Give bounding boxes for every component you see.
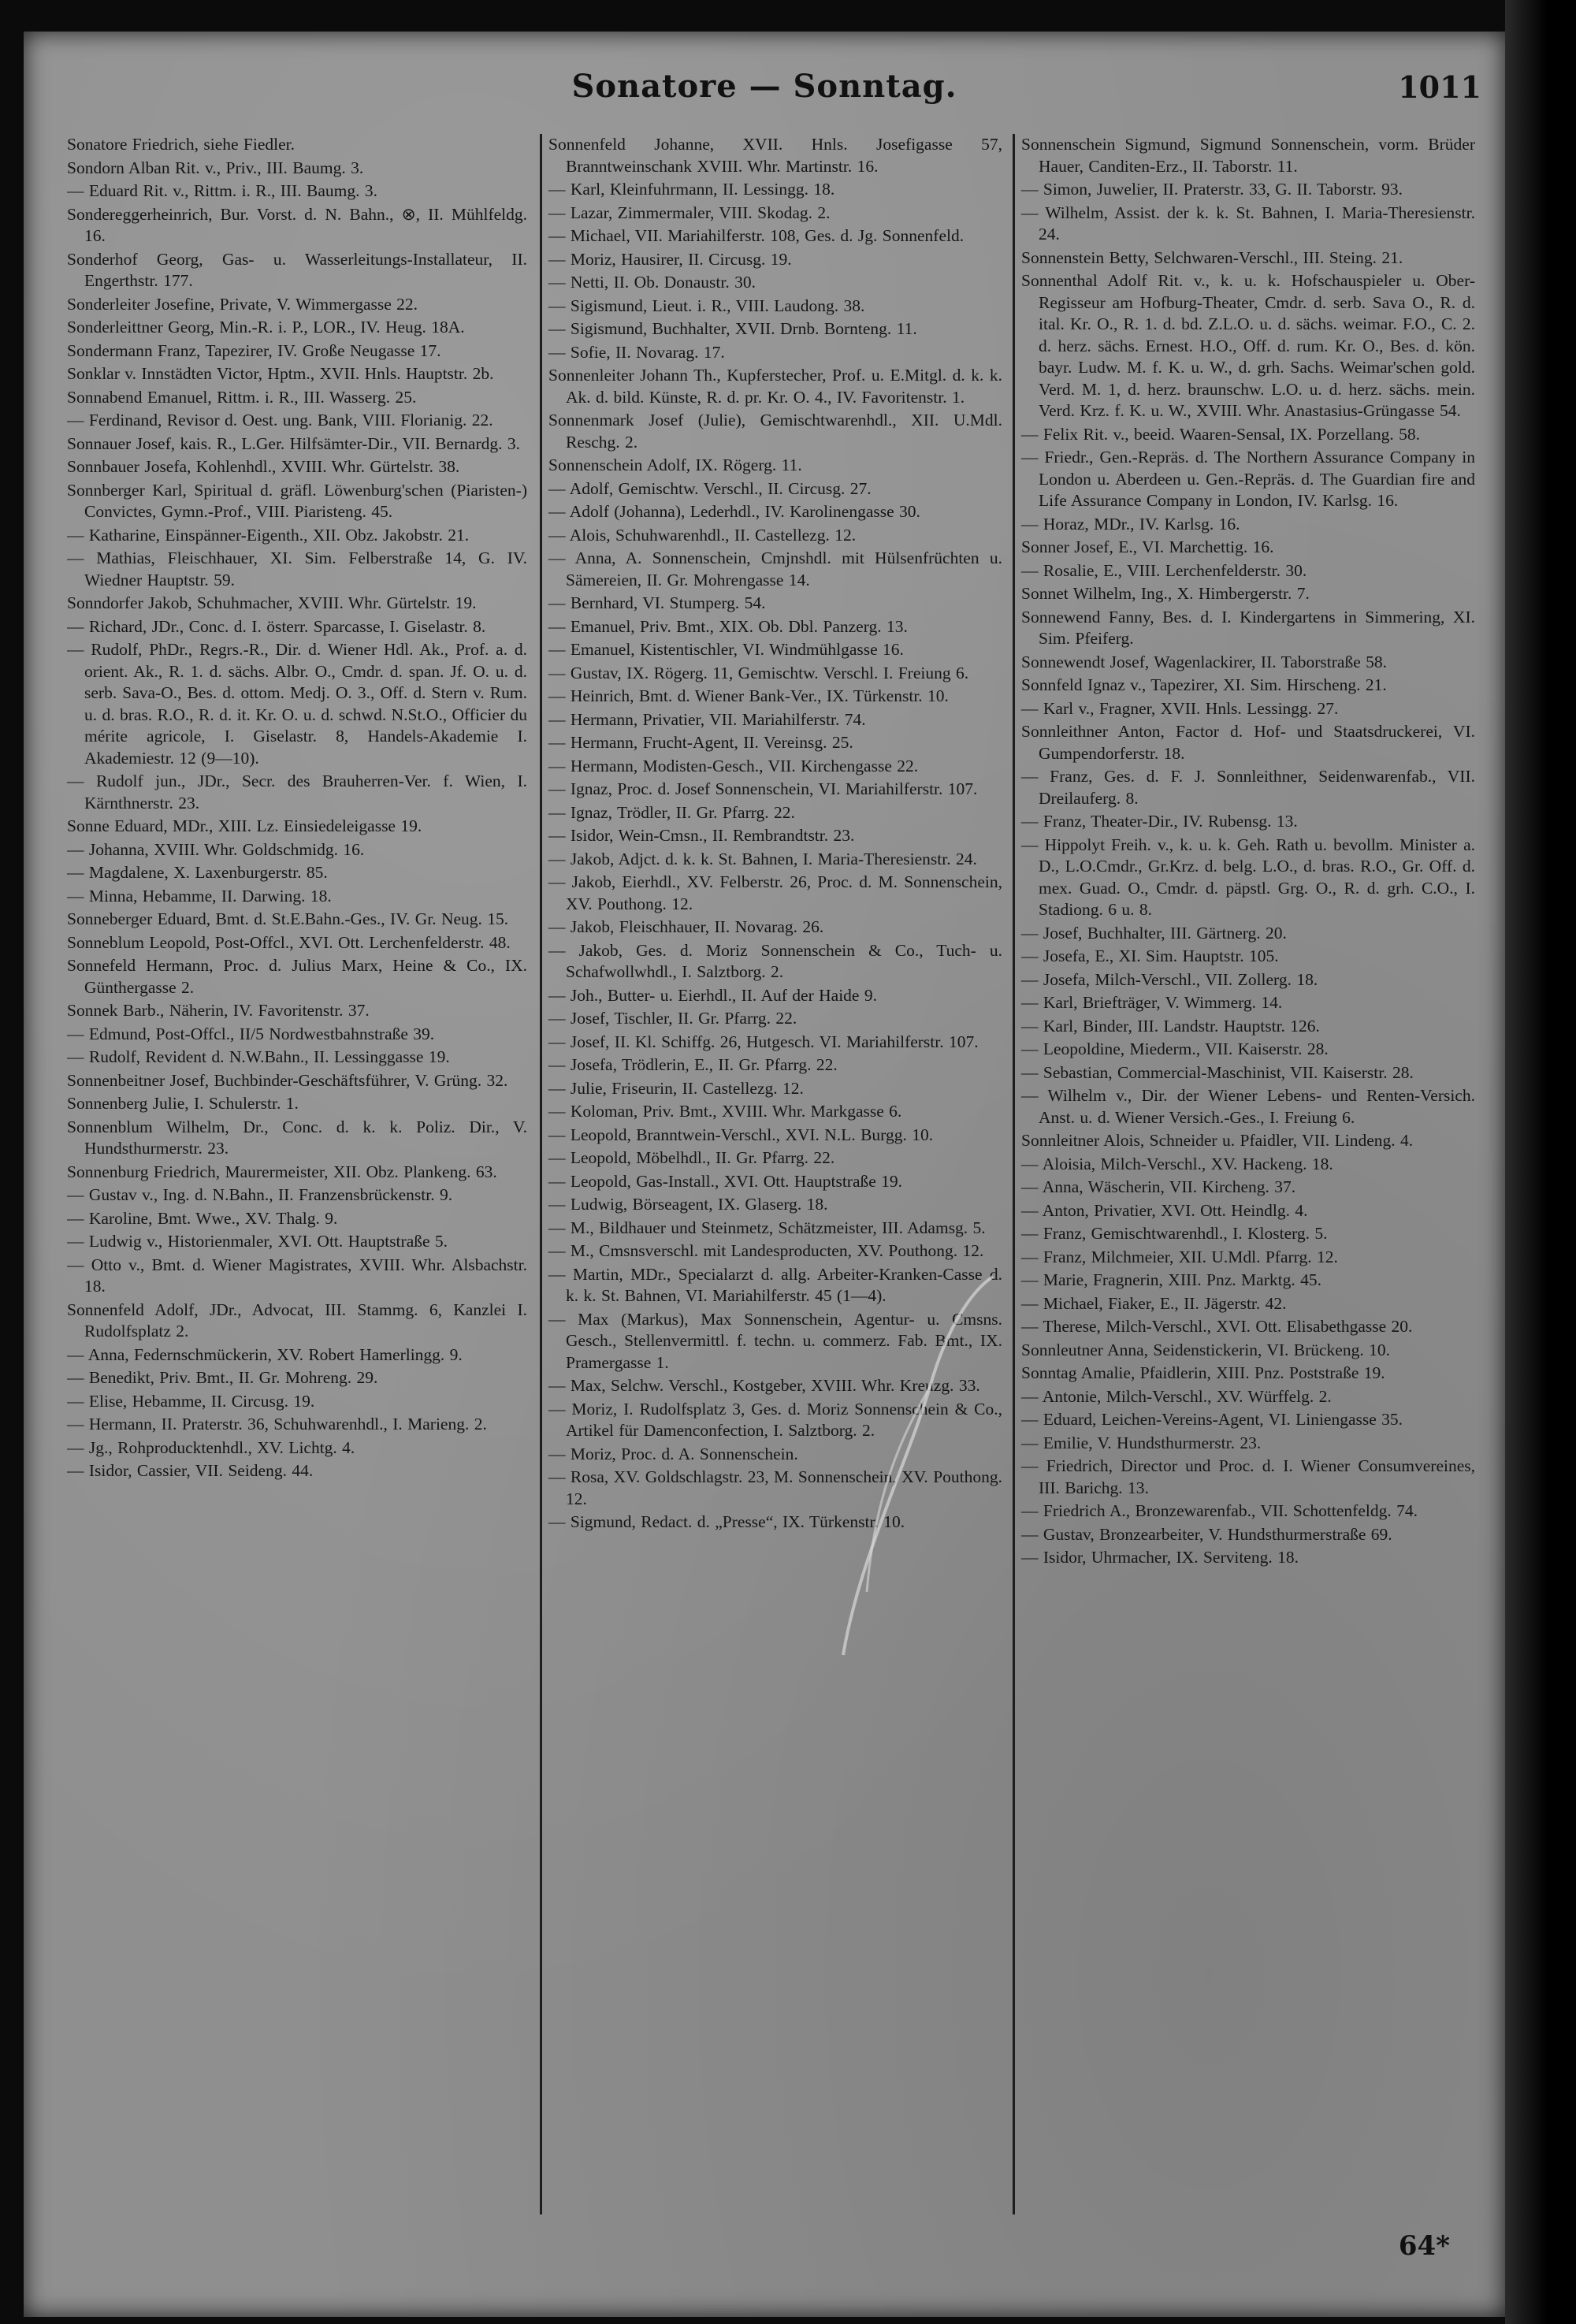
directory-entry: — Friedrich, Director und Proc. d. I. Wiener Consumvereines, III. Barichg. 13. <box>1021 1456 1475 1497</box>
directory-entry: — Therese, Milch-Verschl., XVI. Ott. Elisabethgasse 20. <box>1021 1317 1413 1336</box>
directory-entry: Sonnabend Emanuel, Rittm. i. R., III. Wasserg. 25. <box>67 387 417 407</box>
directory-entry: — Moriz, I. Rudolfsplatz 3, Ges. d. Moriz Sonnenschein & Co., Artikel für Damenconfection, I. Salztborg. 2. <box>548 1399 1002 1440</box>
directory-entry: — Lazar, Zimmermaler, VIII. Skodag. 2. <box>548 203 831 222</box>
page-header <box>55 63 1481 126</box>
directory-entry: — Ferdinand, Revisor d. Oest. ung. Bank, VIII. Florianig. 22. <box>67 411 493 429</box>
directory-entry: — Sofie, II. Novarag. 17. <box>548 342 725 362</box>
directory-entry: — Sigismund, Buchhalter, XVII. Drnb. Bornteng. 11. <box>548 319 917 338</box>
directory-entry: — Hermann, II. Praterstr. 36, Schuhwarenhdl., I. Marieng. 2. <box>67 1415 487 1433</box>
directory-entry: — Marie, Fragnerin, XIII. Pnz. Marktg. 45. <box>1021 1270 1321 1289</box>
directory-entry: — Jakob, Ges. d. Moriz Sonnenschein & Co., Tuch- u. Schafwollwhdl., I. Salztborg. 2. <box>548 940 1002 981</box>
directory-entry: — Friedrich A., Bronzewarenfab., VII. Schottenfeldg. 74. <box>1021 1501 1418 1520</box>
directory-entry: Sonnauer Josef, kais. R., L.Ger. Hilfsämter-Dir., VII. Bernardg. 3. <box>67 433 521 453</box>
directory-entry: Sonnefeld Hermann, Proc. d. Julius Marx, Heine & Co., IX. Günthergasse 2. <box>67 956 527 997</box>
directory-entry: Sonnewendt Josef, Wagenlackirer, II. Taborstraße 58. <box>1021 652 1388 671</box>
directory-entry: — Hermann, Frucht-Agent, II. Vereinsg. 25. <box>548 733 853 752</box>
directory-entry: — Gustav, IX. Rögerg. 11, Gemischtw. Verschl. I. Freiung 6. <box>548 663 969 682</box>
directory-entry: Sonnfeld Ignaz v., Tapezirer, XI. Sim. Hirscheng. 21. <box>1021 675 1387 694</box>
directory-entry: Sonnenbeitner Josef, Buchbinder-Geschäftsführer, V. Grüng. 32. <box>67 1070 508 1090</box>
column-1 <box>67 134 527 2214</box>
directory-entry: Sonnewend Fanny, Bes. d. I. Kindergartens in Simmering, XI. Sim. Pfeiferg. <box>1021 607 1475 648</box>
directory-entry: Sonne Eduard, MDr., XIII. Lz. Einsiedeleigasse 19. <box>67 816 422 835</box>
directory-entry: — Leopoldine, Miederm., VII. Kaiserstr. 28. <box>1021 1039 1329 1058</box>
directory-entry: — Anna, Federnschmückerin, XV. Robert Hamerlingg. 9. <box>67 1344 463 1364</box>
directory-entry: — Franz, Theater-Dir., IV. Rubensg. 13. <box>1021 812 1298 831</box>
column-2 <box>540 134 1002 2214</box>
directory-entry: Sonnenfeld Johanne, XVII. Hnls. Josefigasse 57, Branntweinschank XVIII. Whr. Martinstr. 16. <box>548 135 1002 176</box>
directory-entry: Sonnek Barb., Näherin, IV. Favoritenstr. 37. <box>67 1001 370 1020</box>
ink-scratch-mark <box>812 1261 1017 1671</box>
directory-entry: — Katharine, Einspänner-Eigenth., XII. Obz. Jakobstr. 21. <box>67 525 470 545</box>
directory-entry: — Magdalene, X. Laxenburgerstr. 85. <box>67 863 328 882</box>
directory-entry: Sonneberger Eduard, Bmt. d. St.E.Bahn.-Ges., IV. Gr. Neug. 15. <box>67 909 509 928</box>
directory-entry: — Wilhelm, Assist. der k. k. St. Bahnen, I. Maria-Theresienstr. 24. <box>1021 203 1475 244</box>
directory-entry: — Horaz, MDr., IV. Karlsg. 16. <box>1021 514 1240 534</box>
directory-entry: — Karl, Kleinfuhrmann, II. Lessingg. 18. <box>548 180 835 199</box>
directory-entry: — Adolf (Johanna), Lederhdl., IV. Karolinengasse 30. <box>548 502 920 521</box>
directory-entry: — Max, Selchw. Verschl., Kostgeber, XVIII. Whr. Kreuzg. 33. <box>548 1376 980 1395</box>
directory-entry: — Gustav, Bronzearbeiter, V. Hundsthurmerstraße 69. <box>1021 1524 1392 1544</box>
directory-entry: — Joh., Butter- u. Eierhdl., II. Auf der Haide 9. <box>548 985 877 1005</box>
directory-entry: — Josef, Tischler, II. Gr. Pfarrg. 22. <box>548 1009 797 1028</box>
directory-entry: — Gustav v., Ing. d. N.Bahn., II. Franzensbrückenstr. 9. <box>67 1185 453 1204</box>
directory-entry: — M., Bildhauer und Steinmetz, Schätzmeister, III. Adamsg. 5. <box>548 1218 986 1237</box>
directory-entry: — Michael, Fiaker, E., II. Jägerstr. 42. <box>1021 1293 1287 1313</box>
entry-columns <box>67 134 1485 2214</box>
directory-entry: Sonnleithner Anton, Factor d. Hof- und Staatsdruckerei, VI. Gumpendorferstr. 18. <box>1021 722 1475 763</box>
directory-entry: — Hermann, Privatier, VII. Mariahilferstr. 74. <box>548 709 866 729</box>
directory-entry: Sonderleiter Josefine, Private, V. Wimmergasse 22. <box>67 294 418 314</box>
signature-mark: 64* <box>1398 2230 1450 2262</box>
directory-entry: Sondereggerheinrich, Bur. Vorst. d. N. Bahn., ⊗, II. Mühlfeldg. 16. <box>67 204 527 245</box>
column-3 <box>1013 134 1475 2214</box>
directory-entry: Sonnleutner Anna, Seidenstickerin, VI. Brückeng. 10. <box>1021 1340 1390 1359</box>
running-head: Sonatore — Sonntag. <box>571 68 957 105</box>
directory-entry: — Koloman, Priv. Bmt., XVIII. Whr. Markgasse 6. <box>548 1102 902 1121</box>
directory-entry: — Otto v., Bmt. d. Wiener Magistrates, XVIII. Whr. Alsbachstr. 18. <box>67 1255 527 1296</box>
directory-entry: — M., Cmsnsverschl. mit Landesproducten, XV. Pouthong. 12. <box>548 1241 984 1260</box>
directory-entry: — Ignaz, Proc. d. Josef Sonnenschein, VI. Mariahilferstr. 107. <box>548 779 978 798</box>
directory-entry: — Josefa, Milch-Verschl., VII. Zollerg. 18. <box>1021 969 1318 989</box>
directory-entry: — Rosa, XV. Goldschlagstr. 23, M. Sonnenschein, XV. Pouthong. 12. <box>548 1467 1002 1508</box>
directory-entry: — Martin, MDr., Specialarzt d. allg. Arbeiter-Kranken-Casse d. k. k. St. Bahnen, VI. Mariahilferstr. 45 (1—4). <box>548 1264 1002 1305</box>
directory-entry: — Johanna, XVIII. Whr. Goldschmidg. 16. <box>67 839 365 859</box>
directory-entry: — Eduard Rit. v., Rittm. i. R., III. Baumg. 3. <box>67 181 377 200</box>
directory-entry: — Aloisia, Milch-Verschl., XV. Hackeng. 18. <box>1021 1154 1333 1173</box>
directory-entry: — Ignaz, Trödler, II. Gr. Pfarrg. 22. <box>548 802 795 822</box>
directory-entry: — Jakob, Eierhdl., XV. Felberstr. 26, Proc. d. M. Sonnenschein, XV. Pouthong. 12. <box>548 872 1002 913</box>
directory-entry: — Alois, Schuhwarenhdl., II. Castellezg. 12. <box>548 525 857 545</box>
directory-entry: — Friedr., Gen.-Repräs. d. The Northern Assurance Company in London u. Aberdeen u. Gen.-Repräs. d. The Guardian fire and Life Assurance Company in London, IV. Karlsg. 16. <box>1021 448 1475 510</box>
directory-entry: — Sigismund, Lieut. i. R., VIII. Laudong. 38. <box>548 296 865 315</box>
directory-entry: Sonner Josef, E., VI. Marchettig. 16. <box>1021 537 1274 556</box>
directory-entry: — Isidor, Wein-Cmsn., II. Rembrandtstr. 23. <box>548 826 855 845</box>
directory-entry: Sonderhof Georg, Gas- u. Wasserleitungs-Installateur, II. Engerthstr. 177. <box>67 249 527 290</box>
directory-entry: Sonklar v. Innstädten Victor, Hptm., XVII. Hnls. Hauptstr. 2b. <box>67 364 494 383</box>
directory-entry: — Felix Rit. v., beeid. Waaren-Sensal, IX. Porzellang. 58. <box>1021 424 1421 444</box>
directory-page <box>24 32 1505 2317</box>
directory-entry: Sonnenstein Betty, Selchwaren-Verschl., III. Steing. 21. <box>1021 247 1403 267</box>
directory-entry: — Emanuel, Kistentischler, VI. Windmühlgasse 16. <box>548 640 904 659</box>
directory-entry: Sonnenschein Adolf, IX. Rögerg. 11. <box>548 456 802 474</box>
directory-entry: — Isidor, Uhrmacher, IX. Serviteng. 18. <box>1021 1548 1299 1567</box>
directory-entry: — Rudolf jun., JDr., Secr. des Brauherren-Ver. f. Wien, I. Kärnthnerstr. 23. <box>67 772 527 812</box>
directory-entry: — Franz, Milchmeier, XII. U.Mdl. Pfarrg. 12. <box>1021 1247 1338 1266</box>
directory-entry: — Franz, Gemischtwarenhdl., I. Klosterg. 5. <box>1021 1224 1328 1243</box>
directory-entry: — Simon, Juwelier, II. Praterstr. 33, G. II. Taborstr. 93. <box>1021 180 1403 199</box>
directory-entry: — Julie, Friseurin, II. Castellezg. 12. <box>548 1078 804 1098</box>
directory-entry: — Moriz, Proc. d. A. Sonnenschein. <box>548 1444 798 1463</box>
directory-entry: Sonnet Wilhelm, Ing., X. Himbergerstr. 7. <box>1021 584 1310 603</box>
directory-entry: — Josef, II. Kl. Schiffg. 26, Hutgesch. VI. Mariahilferstr. 107. <box>548 1032 979 1051</box>
directory-entry: — Anna, A. Sonnenschein, Cmjnshdl. mit Hülsenfrüchten u. Sämereien, II. Gr. Mohrengasse 14. <box>548 548 1002 589</box>
directory-entry: — Josefa, E., XI. Sim. Hauptstr. 105. <box>1021 946 1279 965</box>
directory-entry: Sonnbauer Josefa, Kohlenhdl., XVIII. Whr. Gürtelstr. 38. <box>67 457 460 476</box>
directory-entry: Sonderleittner Georg, Min.-R. i. P., LOR., IV. Heug. 18A. <box>67 318 465 337</box>
directory-entry: Sonndorfer Jakob, Schuhmacher, XVIII. Whr. Gürtelstr. 19. <box>67 593 477 612</box>
directory-entry: — Antonie, Milch-Verschl., XV. Würffelg. 2. <box>1021 1386 1332 1406</box>
directory-entry: Sonnenfeld Adolf, JDr., Advocat, III. Stammg. 6, Kanzlei I. Rudolfsplatz 2. <box>67 1300 527 1340</box>
directory-entry: — Anna, Wäscherin, VII. Kircheng. 37. <box>1021 1177 1296 1196</box>
directory-entry: — Anton, Privatier, XVI. Ott. Heindlg. 4. <box>1021 1200 1308 1220</box>
directory-entry: — Eduard, Leichen-Vereins-Agent, VI. Liniengasse 35. <box>1021 1410 1403 1429</box>
directory-entry: — Isidor, Cassier, VII. Seideng. 44. <box>67 1461 314 1480</box>
directory-entry: — Karl, Briefträger, V. Wimmerg. 14. <box>1021 993 1283 1012</box>
directory-entry: — Leopold, Branntwein-Verschl., XVI. N.L. Burgg. 10. <box>548 1125 934 1144</box>
directory-entry: Sonntag Amalie, Pfaidlerin, XIII. Pnz. Poststraße 19. <box>1021 1363 1385 1382</box>
directory-entry: — Ludwig, Börseagent, IX. Glaserg. 18. <box>548 1195 828 1214</box>
directory-entry: Sonnenblum Wilhelm, Dr., Conc. d. k. k. Poliz. Dir., V. Hundsthurmerstr. 23. <box>67 1117 527 1158</box>
directory-entry: — Edmund, Post-Offcl., II/5 Nordwestbahnstraße 39. <box>67 1024 435 1043</box>
directory-entry: — Netti, II. Ob. Donaustr. 30. <box>548 273 756 292</box>
directory-entry: — Emilie, V. Hundsthurmerstr. 23. <box>1021 1433 1262 1452</box>
directory-entry: Sonnenleiter Johann Th., Kupferstecher, Prof. u. E.Mitgl. d. k. k. Ak. d. bild. Künste, R. d. pr. Kr. O. 4., IV. Favoritenstr. 1. <box>548 366 1002 407</box>
directory-entry: — Bernhard, VI. Stumperg. 54. <box>548 593 766 612</box>
directory-entry: — Rudolf, Revident d. N.W.Bahn., II. Lessinggasse 19. <box>67 1047 450 1066</box>
directory-entry: — Rosalie, E., VIII. Lerchenfelderstr. 30. <box>1021 560 1307 580</box>
directory-entry: Sonatore Friedrich, siehe Fiedler. <box>67 135 295 154</box>
directory-entry: — Heinrich, Bmt. d. Wiener Bank-Ver., IX. Türkenstr. 10. <box>548 686 949 705</box>
directory-entry: — Max (Markus), Max Sonnenschein, Agentur- u. Cmsns. Gesch., Stellenvermittl. f. techn. u. commerz. Fab. Bmt., IX. Pramergasse 1. <box>548 1309 1002 1372</box>
directory-entry: — Josefa, Trödlerin, E., II. Gr. Pfarrg. 22. <box>548 1055 838 1074</box>
page-number: 1011 <box>1398 69 1481 105</box>
directory-entry: Sonnenberg Julie, I. Schulerstr. 1. <box>67 1094 299 1113</box>
directory-entry: — Mathias, Fleischhauer, XI. Sim. Felberstraße 14, G. IV. Wiedner Hauptstr. 59. <box>67 548 527 589</box>
directory-entry: — Ludwig v., Historienmaler, XVI. Ott. Hauptstraße 5. <box>67 1232 448 1251</box>
directory-entry: — Moriz, Hausirer, II. Circusg. 19. <box>548 249 792 269</box>
directory-entry: — Benedikt, Priv. Bmt., II. Gr. Mohreng. 29. <box>67 1368 378 1387</box>
directory-entry: — Karl v., Fragner, XVII. Hnls. Lessingg. 27. <box>1021 698 1339 718</box>
directory-entry: — Minna, Hebamme, II. Darwing. 18. <box>67 886 332 905</box>
directory-entry: Sonneblum Leopold, Post-Offcl., XVI. Ott. Lerchenfelderstr. 48. <box>67 932 511 952</box>
directory-entry: — Emanuel, Priv. Bmt., XIX. Ob. Dbl. Panzerg. 13. <box>548 616 908 636</box>
directory-entry: Sonnenschein Sigmund, Sigmund Sonnenschein, vorm. Brüder Hauer, Canditen-Erz., II. Taborstr. 11. <box>1021 135 1475 176</box>
directory-entry: — Karl, Binder, III. Landstr. Hauptstr. 126. <box>1021 1016 1320 1036</box>
directory-entry: Sonnberger Karl, Spiritual d. gräfl. Löwenburg'schen (Piaristen-) Convictes, Gymn.-Prof., VIII. Piaristeng. 45. <box>67 480 527 521</box>
directory-entry: — Sebastian, Commercial-Maschinist, VII. Kaiserstr. 28. <box>1021 1062 1414 1082</box>
directory-entry: Sonnleitner Alois, Schneider u. Pfaidler, VII. Lindeng. 4. <box>1021 1131 1414 1150</box>
book-spine-shadow <box>1505 0 1576 2324</box>
directory-entry: — Karoline, Bmt. Wwe., XV. Thalg. 9. <box>67 1208 338 1228</box>
directory-entry: Sonnenmark Josef (Julie), Gemischtwarenhdl., XII. U.Mdl. Reschg. 2. <box>548 411 1002 452</box>
directory-entry: — Adolf, Gemischtw. Verschl., II. Circusg. 27. <box>548 478 872 498</box>
directory-entry: Sondorn Alban Rit. v., Priv., III. Baumg. 3. <box>67 158 364 177</box>
directory-entry: — Hermann, Modisten-Gesch., VII. Kirchengasse 22. <box>548 756 919 775</box>
directory-entry: — Richard, JDr., Conc. d. I. österr. Sparcasse, I. Giselastr. 8. <box>67 616 486 636</box>
directory-entry: — Jakob, Fleischhauer, II. Novarag. 26. <box>548 917 824 936</box>
directory-entry: Sonnenburg Friedrich, Maurermeister, XII. Obz. Plankeng. 63. <box>67 1162 497 1181</box>
directory-entry: — Leopold, Möbelhdl., II. Gr. Pfarrg. 22. <box>548 1148 835 1167</box>
directory-entry: Sonnenthal Adolf Rit. v., k. u. k. Hofschauspieler u. Ober-Regisseur am Hofburg-Theater, Cmdr. d. serb. Sava O., R. d. ital. Kr. O., R. 1. d. bd. Z.L.O. u. d. sächs. weimar. F.O., C. 2. d. herz. sächs. Ernest. H.O., Off. d. rum. Kr. O., Bes. d. kön. bayr. Ludw. M. f. K. u. W., d. grh. Sachs. Weimar'schen gold. Verd. M. 1, d. herz. braunschw. L.O. u. d. herz. sächs. mein. Verd. Krz. f. K. u. W., XVIII. Whr. Anastasius-Grüngasse 54. <box>1021 271 1475 420</box>
directory-entry: — Hippolyt Freih. v., k. u. k. Geh. Rath u. bevollm. Minister a. D., L.O.Cmdr., Gr.Krz. d. belg. L.O., d. bras. R.O., Gr. Off. d. mex. Guad. O., Cmdr. d. päpstl. Grg. O., R. d. grh. C.O., I. Stadiong. 6 u. 8. <box>1021 835 1475 919</box>
directory-entry: — Jg., Rohproducktenhdl., XV. Lichtg. 4. <box>67 1437 355 1457</box>
directory-entry: — Elise, Hebamme, II. Circusg. 19. <box>67 1391 315 1411</box>
directory-entry: — Sigmund, Redact. d. „Presse“, IX. Türkenstr. 10. <box>548 1512 905 1531</box>
directory-entry: — Franz, Ges. d. F. J. Sonnleithner, Seidenwarenfab., VII. Dreilauferg. 8. <box>1021 767 1475 808</box>
directory-entry: — Michael, VII. Mariahilferstr. 108, Ges. d. Jg. Sonnenfeld. <box>548 226 965 245</box>
directory-entry: — Josef, Buchhalter, III. Gärtnerg. 20. <box>1021 923 1287 943</box>
directory-entry: — Leopold, Gas-Install., XVI. Ott. Hauptstraße 19. <box>548 1171 903 1191</box>
directory-entry: — Wilhelm v., Dir. der Wiener Lebens- und Renten-Versich. Anst. u. d. Wiener Versich.-Ges., I. Freiung 6. <box>1021 1086 1475 1127</box>
directory-entry: — Jakob, Adjct. d. k. k. St. Bahnen, I. Maria-Theresienstr. 24. <box>548 849 977 868</box>
directory-entry: Sondermann Franz, Tapezirer, IV. Große Neugasse 17. <box>67 340 441 360</box>
directory-entry: — Rudolf, PhDr., Regrs.-R., Dir. d. Wiener Hdl. Ak., Prof. a. d. orient. Ak., R. 1. d. sächs. Albr. O., Cmdr. d. span. Jf. O. u. d. serb. Sava-O., Bes. d. ottom. Medj. O. 3., Off. d. Stern v. Rum. u. d. bras. R.O., R. d. it. Kr. O. u. d. schwd. N.St.O., Officier du mérite agricole, I. Giselastr. 8, Handels-Akademie I. Akademiestr. 12 (9—10). <box>67 640 527 768</box>
